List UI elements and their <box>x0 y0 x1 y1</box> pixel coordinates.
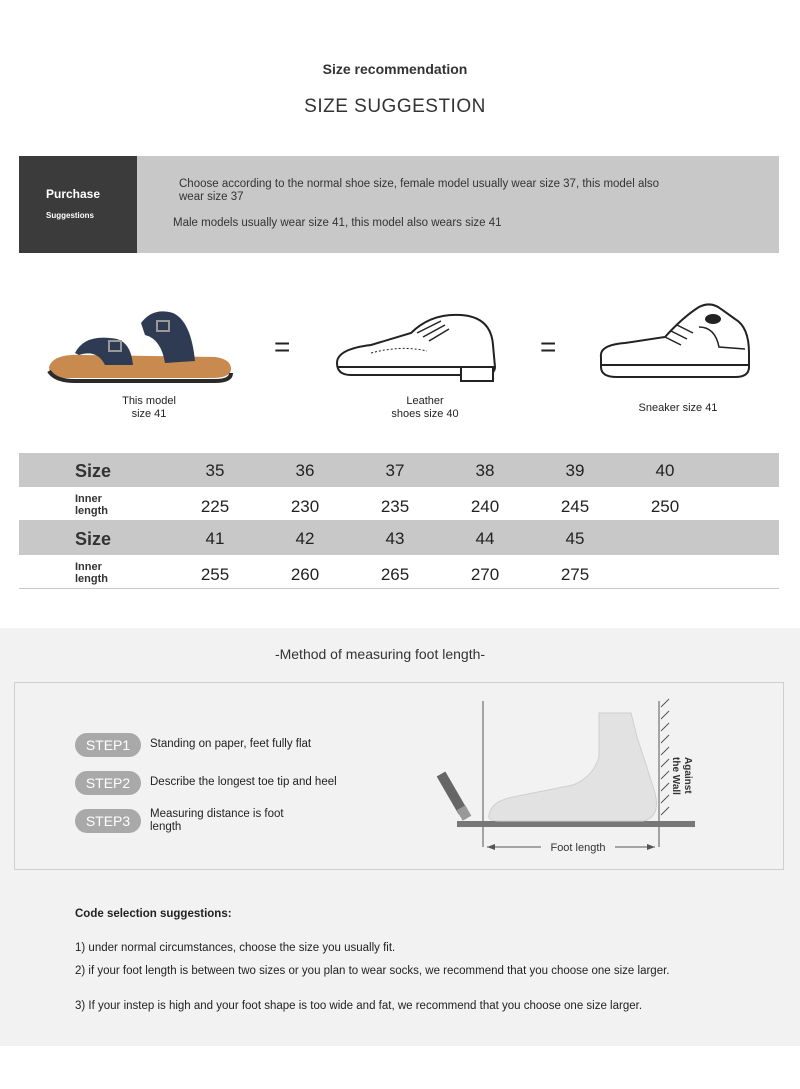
table-row <box>19 555 779 589</box>
wall-label-2: the Wall <box>670 757 681 795</box>
foot-measure-diagram <box>433 697 713 867</box>
size-cell: 42 <box>295 529 315 548</box>
table-row <box>19 453 779 487</box>
wall-label-1: Against <box>682 757 693 794</box>
leather-caption <box>375 395 475 421</box>
sandal-caption-line2: size 41 <box>131 408 167 420</box>
step-3-text-line1: Measuring distance is foot <box>150 808 284 820</box>
size-header: Size <box>75 529 112 549</box>
length-cell: 240 <box>470 497 500 516</box>
equals-sign-1: = <box>274 331 291 362</box>
length-cell: 260 <box>290 565 320 584</box>
step-2-pill: STEP2 <box>75 771 141 795</box>
small-title: Size recommendation <box>322 61 468 77</box>
leather-caption-line2: shoes size 40 <box>391 408 459 420</box>
size-cell: 36 <box>295 461 315 480</box>
pen-icon <box>437 771 472 820</box>
purchase-box <box>19 156 137 253</box>
code-line-3: 3) If your instep is high and your foot shape is too wide and fat, we recommend that you choose one size larger. <box>75 1000 643 1012</box>
size-table <box>19 453 779 589</box>
code-title: Code selection suggestions: <box>75 908 232 920</box>
big-title: SIZE SUGGESTION <box>304 96 486 117</box>
step-2-text: Describe the longest toe tip and heel <box>150 776 337 788</box>
step-1-pill: STEP1 <box>75 733 141 757</box>
purchase-suggestions-band <box>19 156 779 253</box>
leather-caption-line1: Leather <box>406 395 444 407</box>
size-cell: 39 <box>565 461 585 480</box>
inner-length-header <box>75 493 108 517</box>
equals-sign-2: = <box>540 331 557 362</box>
length-cell: 235 <box>380 497 410 516</box>
size-header: Size <box>75 461 112 481</box>
code-line-2: 2) if your foot length is between two sizes or you plan to wear socks, we recommend that you choose one size larger. <box>75 965 670 977</box>
foot-length-label: Foot length <box>550 842 606 854</box>
wall-hatch <box>661 699 669 815</box>
step-3-text-line2: length <box>150 821 182 833</box>
table-row <box>19 521 779 555</box>
sandal-caption <box>99 395 199 421</box>
size-cell: 37 <box>385 461 405 480</box>
inner-label-line2: length <box>75 505 108 517</box>
purchase-box-title: Purchase <box>46 187 101 201</box>
measure-box <box>14 682 784 870</box>
code-line-1: 1) under normal circumstances, choose the size you usually fit. <box>75 942 396 954</box>
step-3-pill: STEP3 <box>75 809 141 833</box>
length-cell: 225 <box>200 497 230 516</box>
length-cell: 270 <box>470 565 500 584</box>
length-cell: 250 <box>650 497 680 516</box>
inner-label-line2: length <box>75 573 108 585</box>
length-cell: 275 <box>560 565 590 584</box>
length-cell: 245 <box>560 497 590 516</box>
length-cell: 230 <box>290 497 320 516</box>
size-cell: 45 <box>565 529 585 548</box>
step-1-text: Standing on paper, feet fully flat <box>150 738 312 750</box>
size-cell: 44 <box>475 529 495 548</box>
length-cell: 255 <box>200 565 230 584</box>
sandal-caption-line1: This model <box>122 395 176 407</box>
length-cell: 265 <box>380 565 410 584</box>
step-3-text <box>150 808 284 834</box>
shoe-comparison <box>19 255 779 450</box>
sneaker-icon <box>595 297 755 387</box>
inner-length-header <box>75 561 108 585</box>
size-cell: 41 <box>205 529 225 548</box>
purchase-line-male: Male models usually wear size 41, this model also wears size 41 <box>173 217 502 229</box>
sneaker-caption: Sneaker size 41 <box>638 402 718 414</box>
leather-shoe-icon <box>331 305 501 385</box>
size-cell: 35 <box>205 461 225 480</box>
inner-label-line1: Inner <box>75 493 102 505</box>
size-cell: 43 <box>385 529 405 548</box>
size-cell: 38 <box>475 461 495 480</box>
sandal-icon <box>45 305 235 385</box>
measure-title: -Method of measuring foot length- <box>274 646 486 662</box>
table-row <box>19 487 779 521</box>
purchase-line-female: Choose according to the normal shoe size, female model usually wear size 37, this model also wear size 37 <box>179 178 660 203</box>
size-cell: 40 <box>655 461 675 480</box>
purchase-box-subtitle: Suggestions <box>46 211 95 220</box>
inner-label-line1: Inner <box>75 561 102 573</box>
measure-section <box>0 628 800 1046</box>
